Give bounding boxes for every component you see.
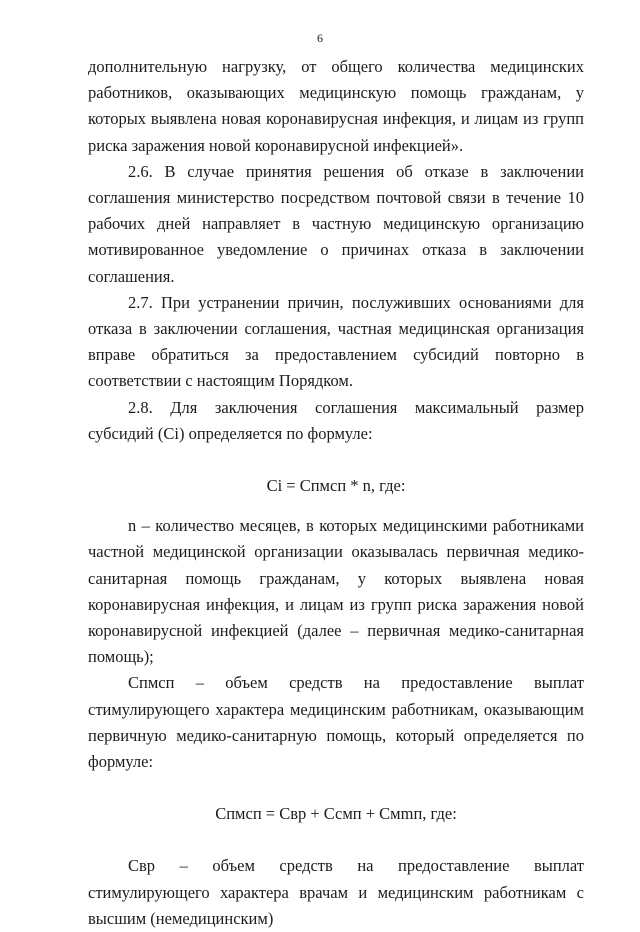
document-body <box>88 54 584 932</box>
formula-spmsp: Спмсп = Свр + Ссмп + Смmп, где: <box>215 804 457 824</box>
paragraph-continuation: дополнительную нагрузку, от общего количества медицинских работников, оказывающих медицинскую помощь гражданам, у которых выявлена новая коронавирусная инфекция, и лицам из групп риска заражения новой коронавирусной инфекцией». <box>88 57 584 155</box>
page-number: 6 <box>317 31 323 45</box>
paragraph-2-8: 2.8. Для заключения соглашения максимальный размер субсидий (Ci) определяется по формуле: <box>88 397 584 443</box>
formula-ci: Ci = Спмсп * n, где: <box>266 476 406 496</box>
paragraph-svr-definition: Свр – объем средств на предоставление выплат стимулирующего характера врачам и медицинским работникам с высшим (немедицинским) <box>88 856 584 928</box>
paragraph-spmsp-definition: Спмсп – объем средств на предоставление выплат стимулирующего характера медицинским работникам, оказывающим первичную медико-санитарную помощь, который определяется по формуле: <box>88 673 584 772</box>
paragraph-2-6: 2.6. В случае принятия решения об отказе в заключении соглашения министерство посредством почтовой связи в течение 10 рабочих дней направляет в частную медицинскую организацию мотивированное уведомление о причинах отказа в заключении соглашения. <box>88 161 584 286</box>
paragraph-2-7: 2.7. При устранении причин, послуживших основаниями для отказа в заключении соглашения, частная медицинская организация вправе обратиться за предоставлением субсидий повторно в соответствии с настоящим Порядком. <box>88 292 584 391</box>
paragraph-n-definition: n – количество месяцев, в которых медицинскими работниками частной медицинской организации оказывалась первичная медико-санитарная помощь гражданам, у которых выявлена новая коронавирусная инфекция, и лицам из групп риска заражения новой коронавирусной инфекцией (далее – первичная медико-санитарная помощь); <box>88 516 584 667</box>
